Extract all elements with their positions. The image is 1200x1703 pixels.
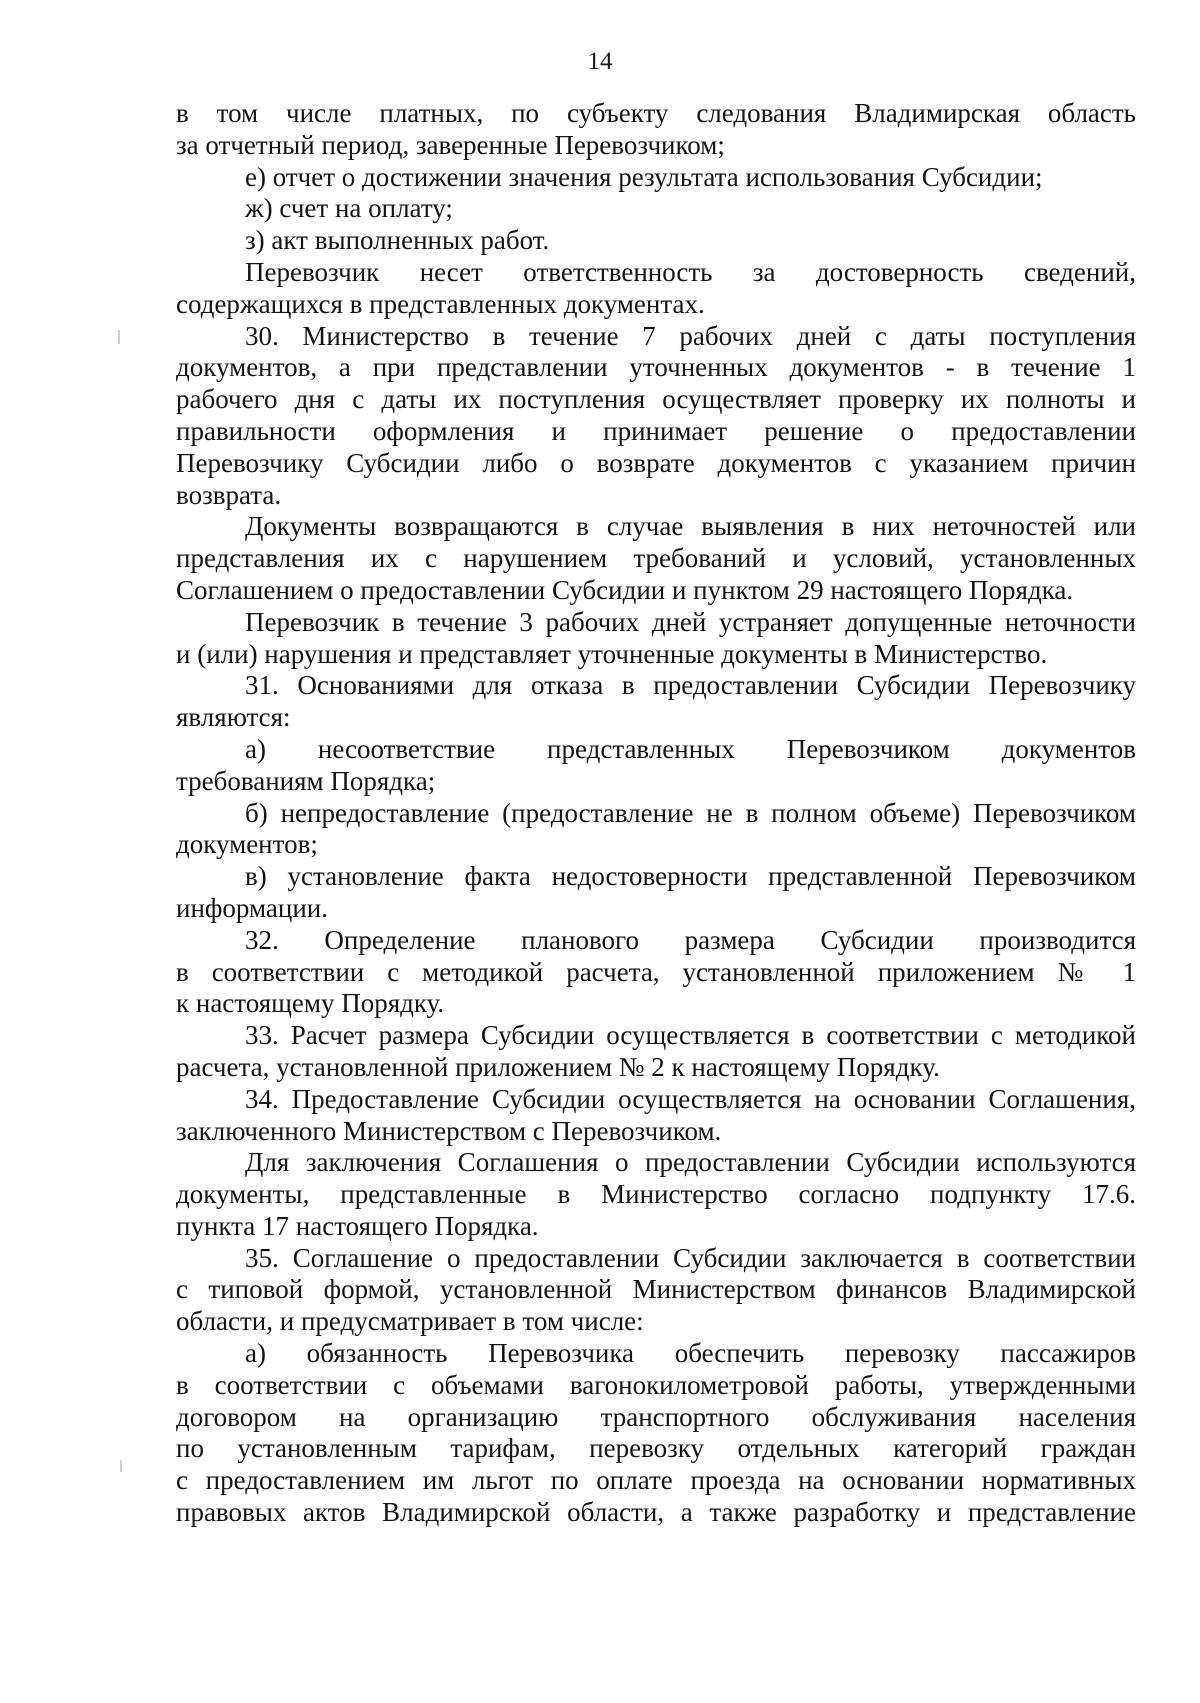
paragraph — [176, 861, 1136, 925]
text-line: договором на организацию транспортного обслуживания населения — [176, 1401, 1136, 1432]
text-line: за отчетный период, заверенные Перевозчиком; — [176, 129, 725, 160]
text-line: документы, представленные в Министерство согласно подпункту 17.6. — [176, 1179, 1136, 1210]
text-line: в том числе платных, по субъекту следования Владимирская область — [176, 98, 1136, 128]
text-line: и (или) нарушения и представляет уточненные документы в Министерство. — [176, 638, 1048, 669]
paragraph — [176, 1147, 1136, 1242]
text-line: з) акт выполненных работ. — [245, 225, 550, 256]
text-line: документов; — [176, 829, 318, 860]
text-line: а) несоответствие представленных Перевозчиком документов — [245, 733, 1136, 764]
text-line: Перевозчику Субсидии либо о возврате документов с указанием причин — [176, 447, 1136, 478]
text-line: являются: — [176, 702, 291, 733]
paragraph — [176, 511, 1136, 606]
paragraph — [176, 734, 1136, 798]
paragraph — [176, 925, 1136, 1020]
text-line: в) установление факта недостоверности представленной Перевозчиком — [245, 861, 1136, 892]
text-line: области, и предусматривает в том числе: — [176, 1306, 644, 1337]
paragraph — [176, 162, 1136, 194]
text-line: заключенного Министерством с Перевозчиком. — [176, 1115, 722, 1146]
text-line: 31. Основаниями для отказа в предоставлении Субсидии Перевозчику — [245, 670, 1136, 701]
paragraph — [176, 1084, 1136, 1148]
text-line: б) непредоставление (предоставление не в полном объеме) Перевозчиком — [245, 797, 1136, 828]
paragraph — [176, 225, 1136, 257]
scan-margin-mark — [120, 1460, 122, 1472]
paragraph — [176, 321, 1136, 512]
text-line: пункта 17 настоящего Порядка. — [176, 1210, 539, 1241]
text-line: 34. Предоставление Субсидии осуществляется на основании Соглашения, — [245, 1083, 1136, 1114]
paragraph — [176, 670, 1136, 734]
paragraph — [176, 1243, 1136, 1338]
text-line: информации. — [176, 892, 328, 923]
text-line: возврата. — [176, 479, 282, 510]
text-line: правильности оформления и принимает решение о предоставлении — [176, 415, 1136, 446]
text-line: документов, а при представлении уточненных документов - в течение 1 — [176, 352, 1136, 383]
page-number: 14 — [587, 48, 613, 75]
paragraph — [176, 257, 1136, 321]
text-line: ж) счет на оплату; — [245, 193, 453, 224]
text-line: 35. Соглашение о предоставлении Субсидии заключается в соответствии — [245, 1242, 1136, 1273]
paragraph — [176, 1338, 1136, 1529]
text-line: в соответствии с объемами вагонокилометровой работы, утвержденными — [176, 1369, 1136, 1400]
text-line: Соглашением о предоставлении Субсидии и пунктом 29 настоящего Порядка. — [176, 574, 1074, 605]
text-line: по установленным тарифам, перевозку отдельных категорий граждан — [176, 1433, 1136, 1464]
text-line: рабочего дня с даты их поступления осуществляет проверку их полноты и — [176, 384, 1136, 415]
paragraph — [176, 98, 1136, 162]
text-line: к настоящему Порядку. — [176, 988, 445, 1019]
text-line: содержащихся в представленных документах. — [176, 288, 705, 319]
text-line: 30. Министерство в течение 7 рабочих дней с даты поступления — [245, 320, 1136, 351]
text-line: Перевозчик в течение 3 рабочих дней устраняет допущенные неточности — [245, 606, 1136, 637]
text-line: 33. Расчет размера Субсидии осуществляется в соответствии с методикой — [245, 1020, 1136, 1051]
text-line: а) обязанность Перевозчика обеспечить перевозку пассажиров — [245, 1338, 1136, 1369]
text-line: с предоставлением им льгот по оплате проезда на основании нормативных — [176, 1465, 1136, 1496]
document-body — [176, 98, 1136, 1529]
text-line: Перевозчик несет ответственность за достоверность сведений, — [245, 256, 1136, 287]
text-line: требованиям Порядка; — [176, 765, 436, 796]
text-line: 32. Определение планового размера Субсидии производится — [245, 924, 1136, 955]
text-line: расчета, установленной приложением № 2 к настоящему Порядку. — [176, 1051, 940, 1082]
text-line: с типовой формой, установленной Министерством финансов Владимирской — [176, 1274, 1136, 1305]
text-line: Документы возвращаются в случае выявления в них неточностей или — [245, 511, 1136, 542]
text-line: Для заключения Соглашения о предоставлении Субсидии используются — [245, 1147, 1136, 1178]
text-line: представления их с нарушением требований и условий, установленных — [176, 543, 1136, 574]
text-line: в соответствии с методикой расчета, установленной приложением № 1 — [176, 956, 1136, 987]
paragraph — [176, 1020, 1136, 1084]
paragraph — [176, 607, 1136, 671]
paragraph — [176, 193, 1136, 225]
scan-margin-mark — [118, 330, 120, 344]
paragraph — [176, 798, 1136, 862]
text-line: е) отчет о достижении значения результата использования Субсидии; — [245, 161, 1043, 192]
text-line: правовых актов Владимирской области, а также разработку и представление — [176, 1497, 1136, 1528]
